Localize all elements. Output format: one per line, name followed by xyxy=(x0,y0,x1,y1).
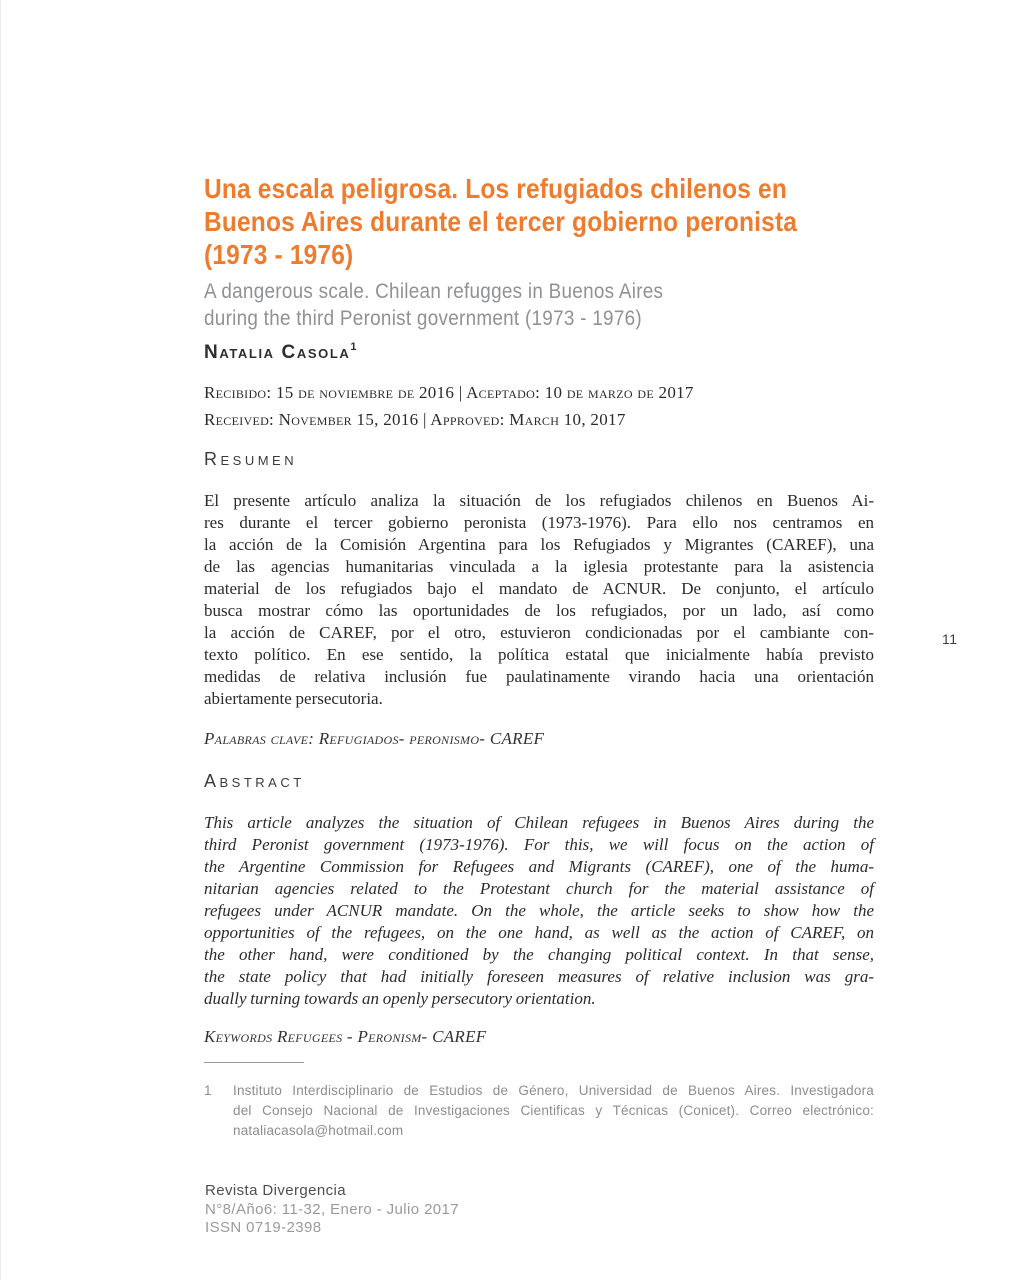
resumen-body: El presente artículo analiza la situación de los refugiados chilenos en Buenos Ai- res durante el tercer gobierno peronista (1973-1976). Para ello nos centramos en la acción de la Comisión Argentina para los Refugiados y Migrantes (CAREF), una de las agencias humanitarias vinculada a la iglesia protestante para la asistencia material de los refugiados bajo el mandato de ACNUR. De conjunto, el artículo busca mostrar cómo las oportunidades de los refugiados, por un lado, así como la acción de CAREF, por el otro, estuvieron condicionadas por el cambiante con- texto político. En ese sentido, la política estatal que inicialmente había previsto medidas de relativa inclusión fue paulatinamente virando hacia una orientación abiertamente persecutoria. xyxy=(204,491,874,708)
footnote-separator xyxy=(204,1062,304,1063)
submission-dates xyxy=(204,379,694,433)
page-title: Una escala peligrosa. Los refugiados chilenos en Buenos Aires durante el tercer gobierno peronista (1973 - 1976) xyxy=(204,173,798,270)
author-name-text: Natalia Casola xyxy=(204,342,351,363)
author-name xyxy=(204,341,356,364)
abstract-keywords: Keywords Refugees - Peronism- CAREF xyxy=(204,1027,487,1046)
dates-line-es: Recibido: 15 de noviembre de 2016 | Aceptado: 10 de marzo de 2017 xyxy=(204,383,694,402)
footnote-marker: 1 xyxy=(204,1083,212,1098)
footer-journal-name: Revista Divergencia xyxy=(205,1182,346,1199)
footnote-text: Instituto Interdisciplinario de Estudios de Género, Universidad de Buenos Aires. Investigadora del Consejo Nacional de Investigaciones Cientificas y Técnicas (Conicet). Correo electrónico: nataliacasola@hotmail.com xyxy=(233,1083,874,1138)
author-footnote-ref: 1 xyxy=(350,341,357,353)
footer-issue-info: N°8/Año6: 11-32, Enero - Julio 2017 xyxy=(205,1200,460,1218)
footer-issn: ISSN 0719-2398 xyxy=(205,1219,322,1236)
abstract-body: This article analyzes the situation of Chilean refugees in Buenos Aires during the third Peronist government (1973-1976). For this, we will focus on the action of the Argentine Commission for Refugees and Migrants (CAREF), one of the huma- nitarian agencies related to the Protestant church for the material assistance of refugees under ACNUR mandate. On the whole, the article seeks to show how the opportunities of the refugees, on the one hand, as well as the action of CAREF, on the other hand, were conditioned by the changing political context. In that sense, the state policy that had initially foreseen measures of relative inclusion was gra- dually turning towards an openly persecutory orientation. xyxy=(204,813,874,1008)
abstract-heading: Abstract xyxy=(204,771,305,791)
resumen-heading: Resumen xyxy=(204,449,298,469)
page-subtitle: A dangerous scale. Chilean refugges in Buenos Aires during the third Peronist government (1973 - 1976) xyxy=(204,280,664,330)
dates-line-en: Received: November 15, 2016 | Approved: March 10, 2017 xyxy=(204,410,626,429)
page-number: 11 xyxy=(942,631,958,647)
resumen-keywords: Palabras clave: Refugiados- peronismo- CAREF xyxy=(204,729,545,748)
footnote xyxy=(204,1081,874,1141)
page-footer xyxy=(205,1182,459,1238)
